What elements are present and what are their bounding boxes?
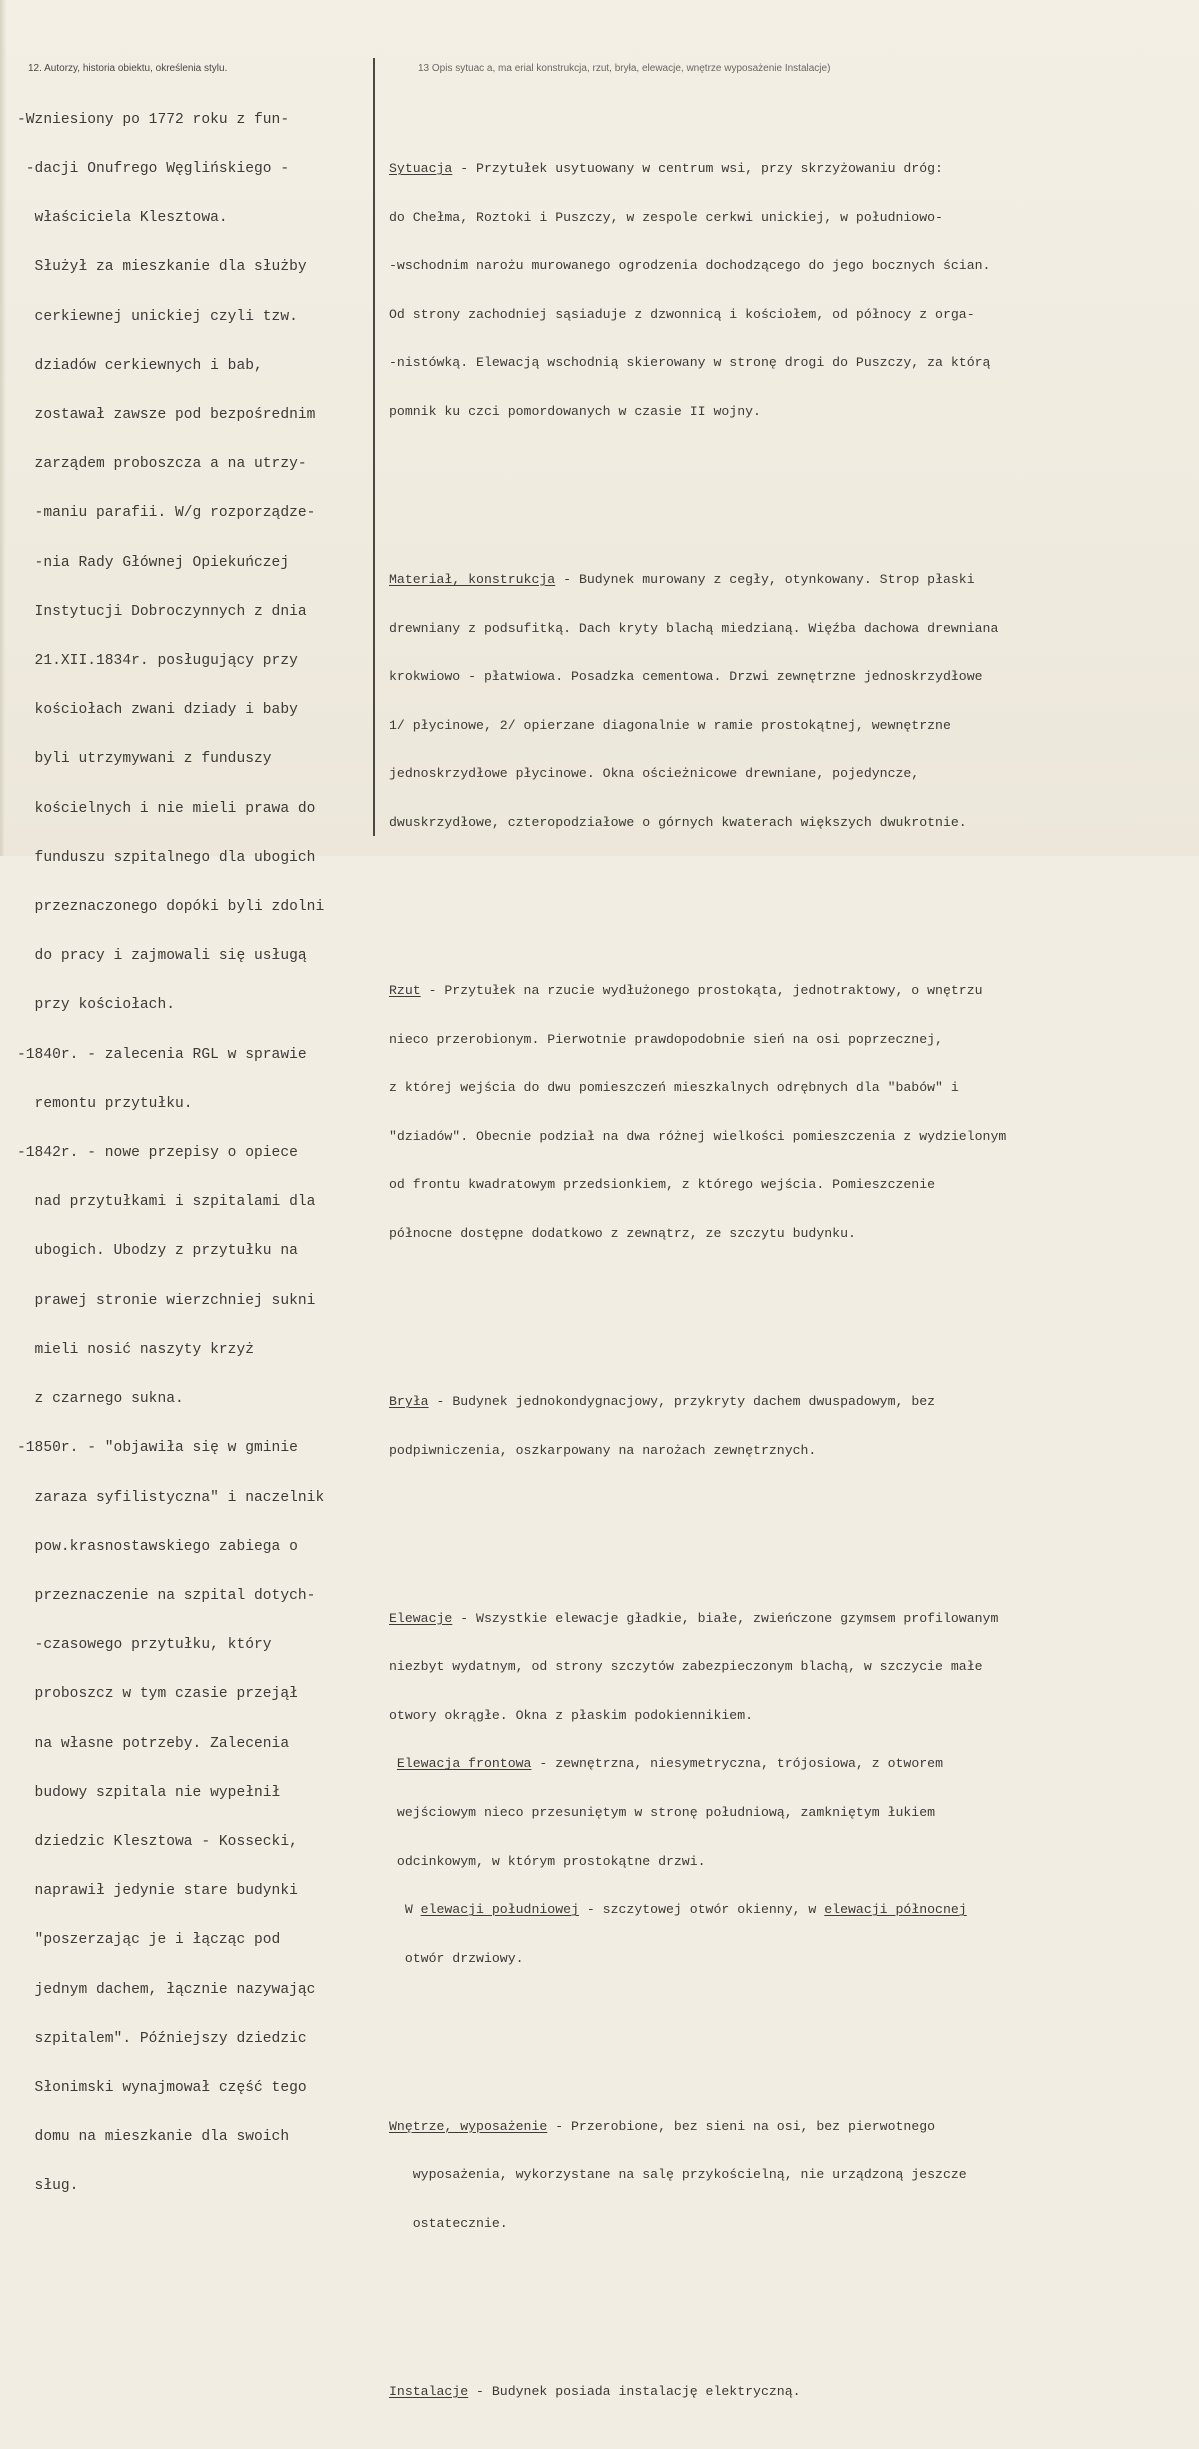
history-line: właściciela Klesztowa. <box>17 210 228 227</box>
history-line: zostawał zawsze pod bezpośrednim <box>17 407 316 424</box>
history-line: pow.krasnostawskiego zabiega o <box>17 1538 298 1555</box>
section-line: podpiwniczenia, oszkarpowany na narożach zewnętrznych. <box>389 1442 817 1458</box>
section-first-line <box>389 1611 1189 1627</box>
section-text: - Budynek posiada instalację elektryczną. <box>468 2383 801 2399</box>
section-first-line <box>389 572 1189 588</box>
history-line: sług. <box>17 2178 79 2195</box>
section-label: Elewacje <box>389 1610 453 1626</box>
subsection-line <box>389 1902 1189 1918</box>
paper-edge <box>0 0 6 856</box>
section-first-line <box>389 2119 1189 2135</box>
section-line: Od strony zachodniej sąsiaduje z dzwonnicą i kościołem, od północy z orga- <box>389 306 975 322</box>
section-wnetrze <box>389 2086 1189 2264</box>
section-line: niezbyt wydatnym, od strony szczytów zabezpieczonym blachą, w szczycie małe <box>389 1659 983 1675</box>
section-line: pomnik ku czci pomordowanych w czasie II wojny. <box>389 403 761 419</box>
section-label: Wnętrze, wyposażenie <box>389 2118 548 2134</box>
history-line: zaraza syfilistyczna" i naczelnik <box>17 1489 325 1506</box>
section-text: - Wszystkie elewacje gładkie, białe, zwieńczone gzymsem profilowanym <box>452 1610 999 1626</box>
section-line: krokwiowo - płatwiowa. Posadzka cementowa. Drzwi zewnętrzne jednoskrzydłowe <box>389 669 983 685</box>
section-first-line <box>389 1394 1189 1410</box>
history-line: przy kościołach. <box>17 997 175 1014</box>
section-label: Sytuacja <box>389 161 453 177</box>
section-text: - Przytułek usytuowany w centrum wsi, przy skrzyżowaniu dróg: <box>452 161 943 177</box>
section-line: "dziadów". Obecnie podział na dwa różnej wielkości pomieszczenia z wydzielonym <box>389 1128 1007 1144</box>
section-gap <box>389 896 1189 902</box>
section-rzut <box>389 951 1189 1275</box>
history-line: remontu przytułku. <box>17 1095 193 1112</box>
section-label: Materiał, konstrukcja <box>389 572 556 587</box>
history-line: naprawił jedynie stare budynki <box>17 1883 298 1900</box>
section-gap <box>389 1307 1189 1313</box>
subsection-line <box>389 1951 1189 1967</box>
section-line: otwory okrągłe. Okna z płaskim podokiennikiem. <box>389 1707 754 1723</box>
section-line <box>389 2167 1189 2183</box>
section-text: wyposażenia, wykorzystane na salę przykościelną, nie urządzoną jeszcze <box>412 2167 967 2183</box>
section-line: 1/ płycinowe, 2/ opierzane diagonalnie w ramie prostokątnej, wewnętrzne <box>389 717 951 733</box>
history-line: prawej stronie wierzchniej sukni <box>17 1292 316 1309</box>
history-line: -dacji Onufrego Węglińskiego - <box>17 161 290 178</box>
history-line: kościelnych i nie mieli prawa do <box>17 800 316 817</box>
section-gap <box>389 2297 1189 2303</box>
history-line: nad przytułkami i szpitalami dla <box>17 1194 316 1211</box>
section-text: - Przerobione, bez sieni na osi, bez pierwotnego <box>547 2118 936 2134</box>
section-first-line <box>389 161 1189 177</box>
history-line: "poszerzając je i łącząc pod <box>17 1932 281 1949</box>
history-line: funduszu szpitalnego dla ubogich <box>17 849 316 866</box>
history-line: Instytucji Dobroczynnych z dnia <box>17 603 307 620</box>
section-gap <box>389 2032 1189 2038</box>
section-material <box>389 540 1189 864</box>
history-line: proboszcz w tym czasie przejął <box>17 1686 298 1703</box>
subsection-first-line <box>389 1756 1189 1772</box>
section-first-line <box>389 983 1189 999</box>
history-line: na własne potrzeby. Zalecenia <box>17 1735 290 1752</box>
history-line: budowy szpitala nie wypełnił <box>17 1784 281 1801</box>
section-elewacje <box>389 1578 1189 1999</box>
section-gap <box>389 485 1189 491</box>
section-line: z której wejścia do dwu pomieszczeń mieszkalnych odrębnych dla "babów" i <box>389 1080 959 1096</box>
header-right: 13 Opis sytuac a, ma erial konstrukcja, rzut, bryła, elewacje, wnętrze wyposażenie Instalacje) <box>418 63 831 74</box>
history-line: dziadów cerkiewnych i bab, <box>17 357 263 374</box>
subsection-label: Elewacja frontowa <box>396 1756 532 1772</box>
description-column <box>389 80 1189 2449</box>
history-line: szpitalem". Późniejszy dziedzic <box>17 2030 307 2047</box>
history-line: -1842r. - nowe przepisy o opiece <box>17 1145 298 1162</box>
section-line: do Chełma, Roztoki i Puszczy, w zespole cerkwi unickiej, w południowo- <box>389 209 943 225</box>
section-text: - Budynek murowany z cegły, otynkowany. Strop płaski <box>555 572 975 587</box>
section-label: Bryła <box>389 1393 429 1409</box>
history-line: dziedzic Klesztowa - Kossecki, <box>17 1833 298 1850</box>
history-line: Słonimski wynajmował część tego <box>17 2079 307 2096</box>
history-line: -maniu parafii. W/g rozporządze- <box>17 505 316 522</box>
history-line: ubogich. Ubodzy z przytułku na <box>17 1243 298 1260</box>
history-column <box>17 79 377 2211</box>
section-label: Rzut <box>389 982 421 998</box>
section-line: jednoskrzydłowe płycinowe. Okna ościeżnicowe drewniane, pojedyncze, <box>389 766 920 782</box>
section-text: ostatecznie. <box>412 2215 508 2231</box>
header-left: 12. Autorzy, historia obiektu, określenia stylu. <box>28 63 228 74</box>
section-label: Instalacje <box>389 2383 469 2399</box>
section-line: nieco przerobionym. Pierwotnie prawdopodobnie sień na osi poprzecznej, <box>389 1031 943 1047</box>
section-line: północne dostępne dodatkowo z zewnątrz, ze szczytu budynku. <box>389 1225 856 1241</box>
history-line: byli utrzymywani z funduszy <box>17 751 272 768</box>
section-gap <box>389 1524 1189 1530</box>
subsection-label: elewacji południowej <box>420 1902 579 1918</box>
section-line: od frontu kwadratowym przedsionkiem, z którego wejścia. Pomieszczenie <box>389 1177 936 1193</box>
history-line: -1840r. - zalecenia RGL w sprawie <box>17 1046 307 1063</box>
subsection-line: odcinkowym, w którym prostokątne drzwi. <box>389 1853 706 1869</box>
history-line: -czasowego przytułku, który <box>17 1637 272 1654</box>
history-line: z czarnego sukna. <box>17 1391 184 1408</box>
section-line: -wschodnim narożu murowanego ogrodzenia dochodzącego do jego bocznych ścian. <box>389 258 991 274</box>
subsection-text: otwór drzwiowy. <box>404 1950 524 1966</box>
history-line: domu na mieszkanie dla swoich <box>17 2129 290 2146</box>
subsection-line: wejściowym nieco przesuniętym w stronę południową, zamkniętym łukiem <box>389 1804 936 1820</box>
history-line: mieli nosić naszyty krzyż <box>17 1341 254 1358</box>
section-line <box>389 2216 1189 2232</box>
section-bryla <box>389 1362 1189 1492</box>
history-line: -nia Rady Głównej Opiekuńczej <box>17 554 290 571</box>
history-line: przeznaczonego dopóki byli zdolni <box>17 899 325 916</box>
history-line: 21.XII.1834r. posługujący przy <box>17 653 298 670</box>
section-instalacje <box>389 2352 1189 2433</box>
history-line: -Wzniesiony po 1772 roku z fun- <box>17 111 290 128</box>
history-line: przeznaczenie na szpital dotych- <box>17 1587 316 1604</box>
section-line: -nistówką. Elewacją wschodnią skierowany w stronę drogi do Puszczy, za którą <box>389 355 991 371</box>
history-line: cerkiewnej unickiej czyli tzw. <box>17 308 298 325</box>
history-line: zarządem proboszcza a na utrzy- <box>17 456 307 473</box>
section-line: dwuskrzydłowe, czteropodziałowe o górnych kwaterach większych dwukrotnie. <box>389 814 967 830</box>
subsection-prefix: W <box>404 1902 421 1918</box>
section-line: drewniany z podsufitką. Dach kryty blachą miedzianą. Więźba dachowa drewniana <box>389 620 999 636</box>
history-line: do pracy i zajmowali się usługą <box>17 948 307 965</box>
subsection-text: - szczytowej otwór okienny, w <box>578 1902 825 1918</box>
section-first-line <box>389 2384 1189 2400</box>
subsection-label: elewacji północnej <box>824 1902 967 1918</box>
history-line: jednym dachem, łącznie nazywając <box>17 1981 316 1998</box>
history-line: -1850r. - "objawiła się w gminie <box>17 1440 298 1457</box>
section-sytuacja <box>389 129 1189 453</box>
history-line: Służył za mieszkanie dla służby <box>17 259 307 276</box>
history-line: kościołach zwani dziady i baby <box>17 702 298 719</box>
subsection-text: - zewnętrzna, niesymetryczna, trójosiowa, z otworem <box>531 1756 943 1772</box>
section-text: - Przytułek na rzucie wydłużonego prostokąta, jednotraktowy, o wnętrzu <box>420 982 983 998</box>
section-text: - Budynek jednokondygnacjowy, przykryty dachem dwuspadowym, bez <box>428 1393 936 1409</box>
